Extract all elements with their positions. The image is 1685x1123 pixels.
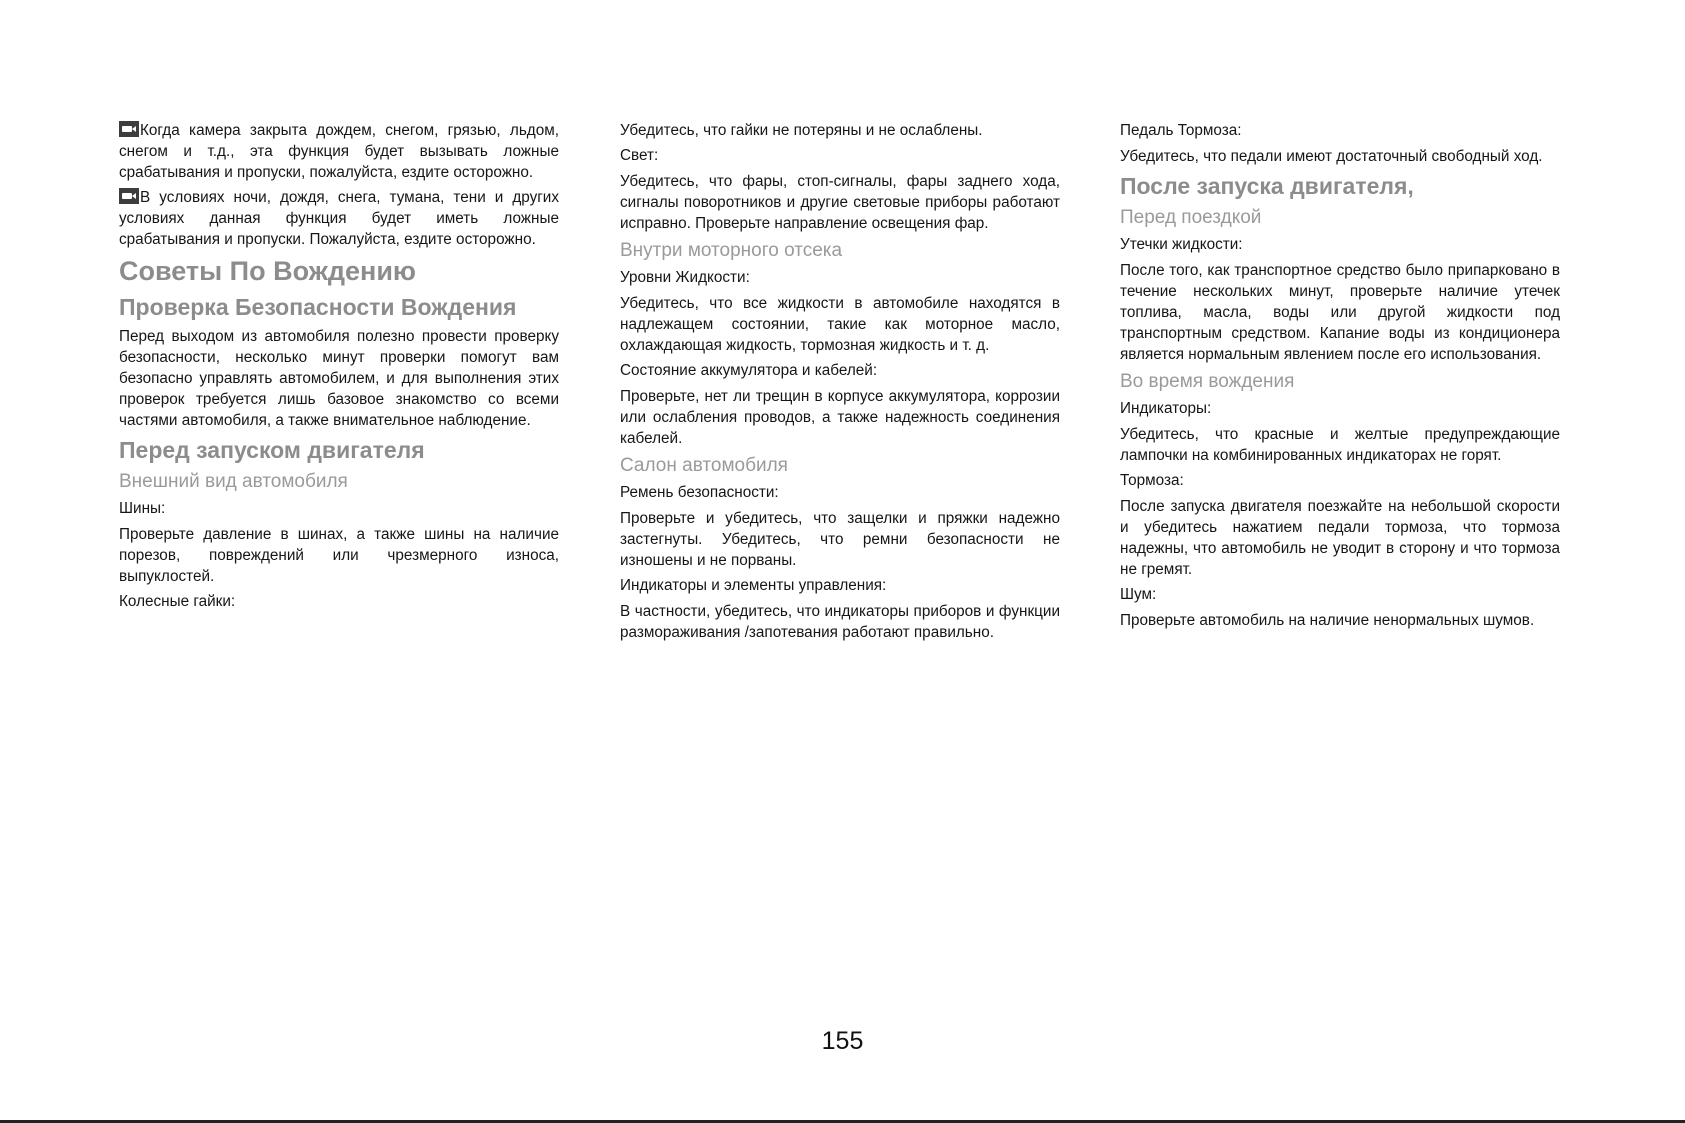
paragraph-safety-check: Перед выходом из автомобиля полезно провести проверку безопасности, несколько минут проверки помогут вам безопасно управлять автомобилем, и для выполнения этих проверок требуется лишь базовое знакомство со всеми частями автомобиля, а также внимательное наблюдение. [119,328,559,429]
paragraph-indicators-controls: В частности, убедитесь, что индикаторы приборов и функции размораживания /запотевания работают правильно. [620,603,1060,641]
label-indicators-controls: Индикаторы и элементы управления: [620,577,887,594]
paragraph-brake-pedal: Убедитесь, что педали имеют достаточный свободный ход. [1120,148,1543,165]
paragraph-fluid-levels: Убедитесь, что все жидкости в автомобиле находятся в надлежащем состоянии, такие как моторное масло, охлаждающая жидкость, тормозная жидкость и т. д. [620,295,1060,354]
subheading-engine-bay: Внутри моторного отсека [620,240,843,261]
paragraph-fluid-leaks: После того, как транспортное средство было припарковано в течение нескольких минут, проверьте наличие утечек топлива, масла, воды или другой жидкости под транспортным средством. Капание воды из кондиционера является нормальным явлением после его использования. [1120,262,1560,363]
paragraph-light: Убедитесь, что фары, стоп-сигналы, фары заднего хода, сигналы поворотников и другие световые приборы работают исправно. Проверьте направление освещения фар. [620,173,1060,232]
label-fluid-leaks: Утечки жидкости: [1120,236,1243,253]
subheading-cabin: Салон автомобиля [620,455,788,476]
paragraph-brakes: После запуска двигателя поезжайте на небольшой скорости и убедитесь нажатием педали тормоза, что тормоза надежны, что автомобиль не уводит в сторону и что тормоза не гремят. [1120,498,1560,578]
label-tires: Шины: [119,500,166,517]
label-noise: Шум: [1120,586,1157,603]
column-left [119,120,559,617]
label-fluid-levels: Уровни Жидкости: [620,269,750,286]
paragraph-seat-belt: Проверьте и убедитесь, что защелки и пряжки надежно застегнуты. Убедитесь, что ремни безопасности не изношены и не порваны. [620,510,1060,569]
heading-safety-check: Проверка Безопасности Вождения [119,294,517,320]
label-light: Свет: [620,147,659,164]
camera-warning-1-text: Когда камера закрыта дождем, снегом, грязью, льдом, снегом и т.д., эта функция будет вызывать ложные срабатывания и пропуски, пожалуйста, ездите осторожно. [119,122,559,181]
label-wheel-nuts: Колесные гайки: [119,593,236,610]
label-battery: Состояние аккумулятора и кабелей: [620,362,878,379]
heading-after-engine-start: После запуска двигателя, [1120,173,1414,199]
camera-warning-icon [119,121,139,137]
page-number: 155 [821,1027,864,1055]
column-middle [620,120,1060,647]
camera-warning-icon [119,188,139,204]
label-indicators: Индикаторы: [1120,400,1212,417]
paragraph-wheel-nuts: Убедитесь, что гайки не потеряны и не ослаблены. [620,122,983,139]
heading-before-engine-start: Перед запуском двигателя [119,437,425,463]
paragraph-indicators: Убедитесь, что красные и желтые предупреждающие лампочки на комбинированных индикаторах не горят. [1120,426,1560,464]
paragraph-noise: Проверьте автомобиль на наличие ненормальных шумов. [1120,612,1535,629]
camera-warning-2 [119,187,559,250]
label-brake-pedal: Педаль Тормоза: [1120,122,1242,139]
column-right [1120,120,1560,635]
paragraph-battery: Проверьте, нет ли трещин в корпусе аккумулятора, коррозии или ослабления проводов, а также надежность соединения кабелей. [620,388,1060,447]
label-seat-belt: Ремень безопасности: [620,484,779,501]
subheading-before-trip: Перед поездкой [1120,207,1262,228]
paragraph-tires: Проверьте давление в шинах, а также шины на наличие порезов, повреждений или чрезмерного износа, выпуклостей. [119,526,559,585]
section-title-driving-tips: Советы По Вождению [119,256,416,286]
subheading-while-driving: Во время вождения [1120,371,1295,392]
camera-warning-1 [119,120,559,183]
label-brakes: Тормоза: [1120,472,1184,489]
camera-warning-2-text: В условиях ночи, дождя, снега, тумана, тени и других условиях данная функция будет иметь ложные срабатывания и пропуски. Пожалуйста, ездите осторожно. [119,189,559,248]
subheading-exterior: Внешний вид автомобиля [119,471,348,492]
